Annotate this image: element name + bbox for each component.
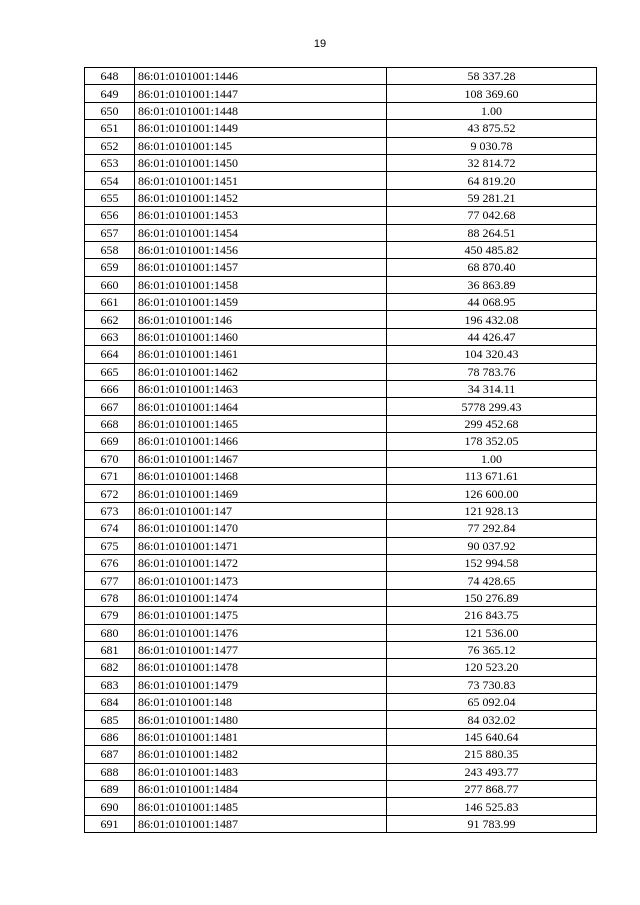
- table-row: [85, 485, 597, 502]
- row-number: 677: [85, 572, 135, 589]
- cadastral-value: 216 843.75: [387, 607, 597, 624]
- row-number: 651: [85, 120, 135, 137]
- table-row: [85, 363, 597, 380]
- row-number: 664: [85, 346, 135, 363]
- cadastral-number: 86:01:0101001:1474: [135, 589, 387, 606]
- row-number: 665: [85, 363, 135, 380]
- table-body: [85, 68, 597, 833]
- cadastral-number: 86:01:0101001:1465: [135, 415, 387, 432]
- cadastral-number: 86:01:0101001:1471: [135, 537, 387, 554]
- row-number: 657: [85, 224, 135, 241]
- row-number: 672: [85, 485, 135, 502]
- cadastral-number: 86:01:0101001:148: [135, 694, 387, 711]
- table-row: [85, 172, 597, 189]
- cadastral-number: 86:01:0101001:146: [135, 311, 387, 328]
- table-row: [85, 572, 597, 589]
- table-row: [85, 294, 597, 311]
- row-number: 663: [85, 328, 135, 345]
- table-row: [85, 502, 597, 519]
- table-row: [85, 763, 597, 780]
- table-row: [85, 659, 597, 676]
- cadastral-value: 84 032.02: [387, 711, 597, 728]
- table-row: [85, 624, 597, 641]
- cadastral-number: 86:01:0101001:1467: [135, 450, 387, 467]
- cadastral-value: 74 428.65: [387, 572, 597, 589]
- cadastral-number: 86:01:0101001:1469: [135, 485, 387, 502]
- row-number: 656: [85, 207, 135, 224]
- cadastral-value: 76 365.12: [387, 641, 597, 658]
- cadastral-number: 86:01:0101001:1462: [135, 363, 387, 380]
- table-row: [85, 554, 597, 571]
- cadastral-value: 64 819.20: [387, 172, 597, 189]
- table-row: [85, 154, 597, 171]
- table-row: [85, 328, 597, 345]
- row-number: 679: [85, 607, 135, 624]
- cadastral-number: 86:01:0101001:1468: [135, 467, 387, 484]
- cadastral-value: 277 868.77: [387, 781, 597, 798]
- cadastral-number: 86:01:0101001:145: [135, 137, 387, 154]
- cadastral-value: 9 030.78: [387, 137, 597, 154]
- table-row: [85, 398, 597, 415]
- cadastral-value: 5778 299.43: [387, 398, 597, 415]
- table-row: [85, 102, 597, 119]
- table-row: [85, 276, 597, 293]
- table-row: [85, 607, 597, 624]
- table-row: [85, 381, 597, 398]
- cadastral-number: 86:01:0101001:1475: [135, 607, 387, 624]
- cadastral-value: 152 994.58: [387, 554, 597, 571]
- cadastral-value: 145 640.64: [387, 728, 597, 745]
- cadastral-number: 86:01:0101001:1458: [135, 276, 387, 293]
- table-row: [85, 520, 597, 537]
- table-row: [85, 537, 597, 554]
- cadastral-value: 44 068.95: [387, 294, 597, 311]
- cadastral-number: 86:01:0101001:1464: [135, 398, 387, 415]
- table-row: [85, 798, 597, 815]
- cadastral-value: 68 870.40: [387, 259, 597, 276]
- row-number: 652: [85, 137, 135, 154]
- table-row: [85, 207, 597, 224]
- cadastral-number: 86:01:0101001:1466: [135, 433, 387, 450]
- row-number: 686: [85, 728, 135, 745]
- cadastral-number: 86:01:0101001:1463: [135, 381, 387, 398]
- cadastral-number: 86:01:0101001:147: [135, 502, 387, 519]
- table-row: [85, 224, 597, 241]
- cadastral-value: 150 276.89: [387, 589, 597, 606]
- cadastral-number: 86:01:0101001:1460: [135, 328, 387, 345]
- row-number: 687: [85, 746, 135, 763]
- cadastral-number: 86:01:0101001:1446: [135, 68, 387, 85]
- cadastral-value: 77 292.84: [387, 520, 597, 537]
- cadastral-value: 90 037.92: [387, 537, 597, 554]
- cadastral-number: 86:01:0101001:1454: [135, 224, 387, 241]
- table-row: [85, 467, 597, 484]
- row-number: 669: [85, 433, 135, 450]
- table-row: [85, 433, 597, 450]
- row-number: 658: [85, 241, 135, 258]
- table-row: [85, 85, 597, 102]
- cadastral-value: 34 314.11: [387, 381, 597, 398]
- table-row: [85, 120, 597, 137]
- cadastral-value: 178 352.05: [387, 433, 597, 450]
- row-number: 648: [85, 68, 135, 85]
- cadastral-value: 104 320.43: [387, 346, 597, 363]
- row-number: 681: [85, 641, 135, 658]
- cadastral-number: 86:01:0101001:1449: [135, 120, 387, 137]
- cadastral-number: 86:01:0101001:1479: [135, 676, 387, 693]
- row-number: 653: [85, 154, 135, 171]
- row-number: 675: [85, 537, 135, 554]
- table-row: [85, 311, 597, 328]
- row-number: 685: [85, 711, 135, 728]
- cadastral-number: 86:01:0101001:1456: [135, 241, 387, 258]
- row-number: 668: [85, 415, 135, 432]
- row-number: 671: [85, 467, 135, 484]
- cadastral-number: 86:01:0101001:1485: [135, 798, 387, 815]
- cadastral-number: 86:01:0101001:1448: [135, 102, 387, 119]
- cadastral-value: 78 783.76: [387, 363, 597, 380]
- cadastral-number: 86:01:0101001:1459: [135, 294, 387, 311]
- cadastral-number: 86:01:0101001:1453: [135, 207, 387, 224]
- cadastral-value: 59 281.21: [387, 189, 597, 206]
- cadastral-number: 86:01:0101001:1487: [135, 815, 387, 832]
- cadastral-value: 108 369.60: [387, 85, 597, 102]
- row-number: 654: [85, 172, 135, 189]
- cadastral-number: 86:01:0101001:1484: [135, 781, 387, 798]
- row-number: 649: [85, 85, 135, 102]
- table-row: [85, 746, 597, 763]
- row-number: 678: [85, 589, 135, 606]
- row-number: 661: [85, 294, 135, 311]
- table-row: [85, 415, 597, 432]
- row-number: 683: [85, 676, 135, 693]
- cadastral-value: 73 730.83: [387, 676, 597, 693]
- cadastral-value: 44 426.47: [387, 328, 597, 345]
- cadastral-value: 113 671.61: [387, 467, 597, 484]
- cadastral-value: 1.00: [387, 450, 597, 467]
- table-row: [85, 711, 597, 728]
- cadastral-number: 86:01:0101001:1447: [135, 85, 387, 102]
- cadastral-value: 36 863.89: [387, 276, 597, 293]
- cadastral-value: 77 042.68: [387, 207, 597, 224]
- cadastral-value: 1.00: [387, 102, 597, 119]
- row-number: 690: [85, 798, 135, 815]
- row-number: 666: [85, 381, 135, 398]
- cadastral-number: 86:01:0101001:1481: [135, 728, 387, 745]
- row-number: 650: [85, 102, 135, 119]
- table-row: [85, 815, 597, 832]
- table-row: [85, 589, 597, 606]
- cadastral-value: 126 600.00: [387, 485, 597, 502]
- cadastral-value: 120 523.20: [387, 659, 597, 676]
- cadastral-value: 215 880.35: [387, 746, 597, 763]
- table-row: [85, 641, 597, 658]
- cadastral-number: 86:01:0101001:1450: [135, 154, 387, 171]
- cadastral-value: 32 814.72: [387, 154, 597, 171]
- row-number: 660: [85, 276, 135, 293]
- cadastral-number: 86:01:0101001:1457: [135, 259, 387, 276]
- table-row: [85, 137, 597, 154]
- cadastral-value: 146 525.83: [387, 798, 597, 815]
- cadastral-value: 43 875.52: [387, 120, 597, 137]
- cadastral-value: 121 536.00: [387, 624, 597, 641]
- table-row: [85, 781, 597, 798]
- row-number: 676: [85, 554, 135, 571]
- cadastral-number: 86:01:0101001:1473: [135, 572, 387, 589]
- row-number: 659: [85, 259, 135, 276]
- table-row: [85, 68, 597, 85]
- cadastral-value: 65 092.04: [387, 694, 597, 711]
- row-number: 682: [85, 659, 135, 676]
- row-number: 655: [85, 189, 135, 206]
- table-row: [85, 728, 597, 745]
- row-number: 662: [85, 311, 135, 328]
- row-number: 688: [85, 763, 135, 780]
- row-number: 670: [85, 450, 135, 467]
- cadastral-number: 86:01:0101001:1477: [135, 641, 387, 658]
- table-row: [85, 676, 597, 693]
- cadastral-value: 243 493.77: [387, 763, 597, 780]
- cadastral-value: 121 928.13: [387, 502, 597, 519]
- row-number: 673: [85, 502, 135, 519]
- cadastral-value: 299 452.68: [387, 415, 597, 432]
- cadastral-number: 86:01:0101001:1452: [135, 189, 387, 206]
- cadastral-value: 450 485.82: [387, 241, 597, 258]
- cadastral-number: 86:01:0101001:1470: [135, 520, 387, 537]
- cadastral-value-table: [84, 67, 597, 833]
- row-number: 674: [85, 520, 135, 537]
- cadastral-number: 86:01:0101001:1451: [135, 172, 387, 189]
- table-row: [85, 241, 597, 258]
- table-row: [85, 694, 597, 711]
- table-row: [85, 346, 597, 363]
- cadastral-value: 58 337.28: [387, 68, 597, 85]
- cadastral-number: 86:01:0101001:1483: [135, 763, 387, 780]
- row-number: 689: [85, 781, 135, 798]
- cadastral-number: 86:01:0101001:1476: [135, 624, 387, 641]
- cadastral-value: 88 264.51: [387, 224, 597, 241]
- row-number: 680: [85, 624, 135, 641]
- cadastral-value: 91 783.99: [387, 815, 597, 832]
- cadastral-number: 86:01:0101001:1478: [135, 659, 387, 676]
- page-number: 19: [313, 38, 327, 50]
- row-number: 667: [85, 398, 135, 415]
- row-number: 684: [85, 694, 135, 711]
- cadastral-number: 86:01:0101001:1482: [135, 746, 387, 763]
- table-row: [85, 450, 597, 467]
- cadastral-number: 86:01:0101001:1472: [135, 554, 387, 571]
- cadastral-number: 86:01:0101001:1461: [135, 346, 387, 363]
- table-row: [85, 189, 597, 206]
- row-number: 691: [85, 815, 135, 832]
- table-row: [85, 259, 597, 276]
- cadastral-number: 86:01:0101001:1480: [135, 711, 387, 728]
- cadastral-value: 196 432.08: [387, 311, 597, 328]
